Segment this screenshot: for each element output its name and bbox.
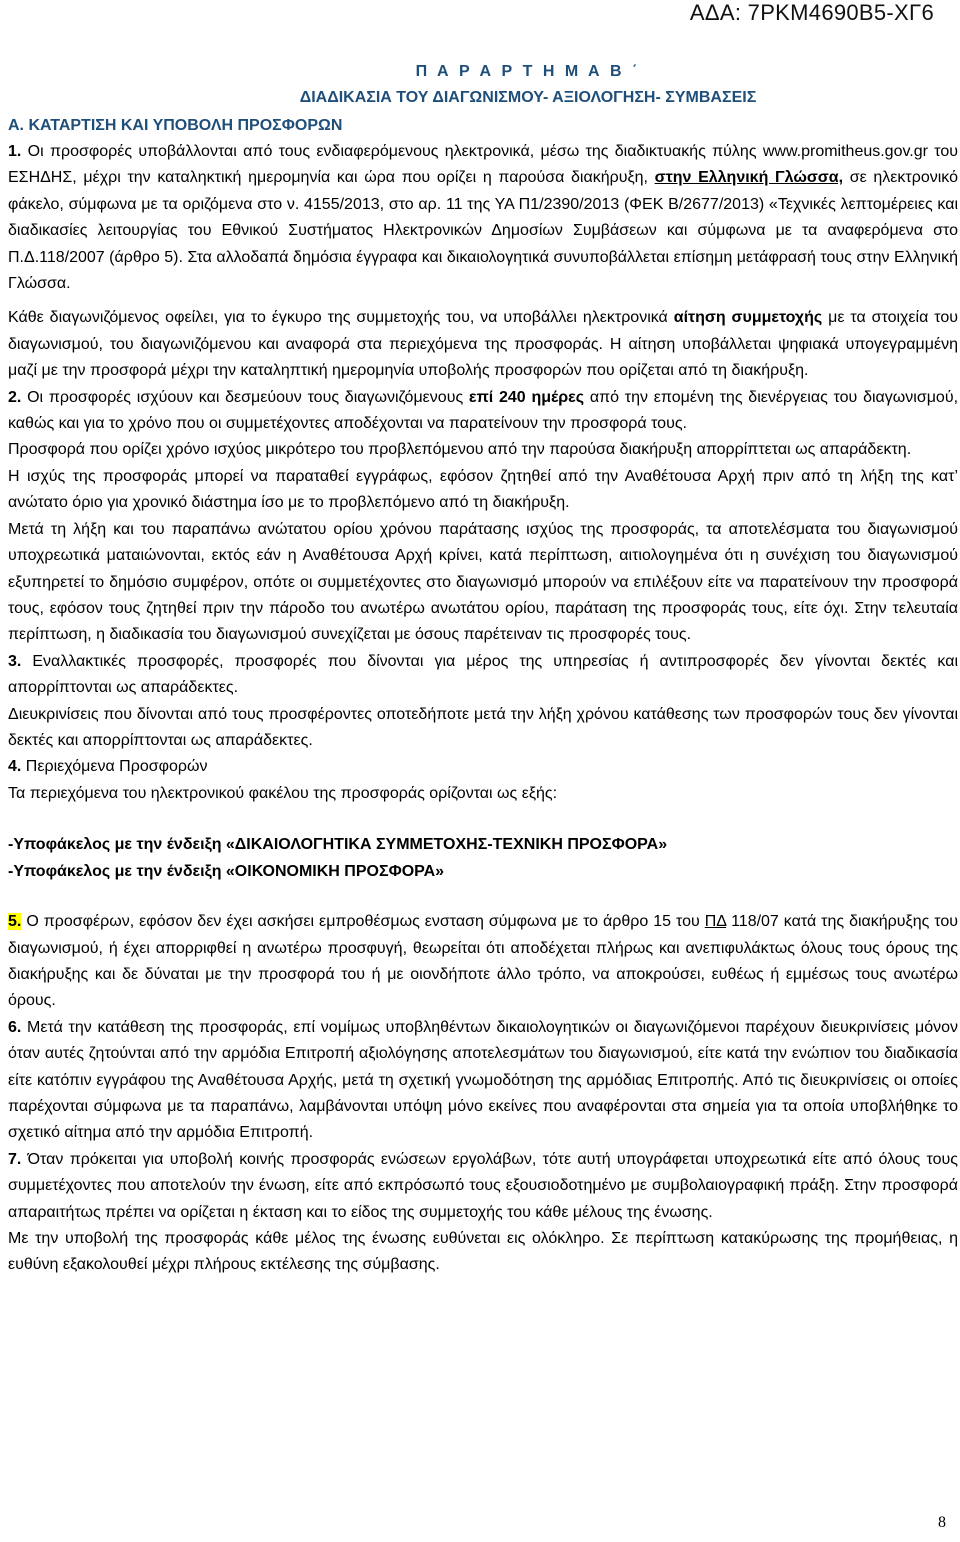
annex-title: Π Α Ρ Α Ρ Τ Η Μ Α Β ΄ bbox=[415, 63, 641, 80]
annex-subtitle: ΔΙΑΔΙΚΑΣΙΑ ΤΟΥ ΔΙΑΓΩΝΙΣΜΟΥ- ΑΞΙΟΛΟΓΗΣΗ- ΣΥΜΒΑΣΕΙΣ bbox=[299, 89, 757, 106]
item-number: 7. bbox=[8, 1150, 22, 1168]
section-a-heading: Α. ΚΑΤΑΡΤΙΣΗ ΚΑΙ ΥΠΟΒΟΛΗ ΠΡΟΣΦΟΡΩΝ bbox=[8, 117, 343, 134]
text: Εναλλακτικές προσφορές, προσφορές που δίνονται για μέρος της υπηρεσίας ή αντιπροσφορές δεν γίνονται δεκτές και απορρίπτονται ως απαράδεκτες. bbox=[8, 652, 958, 697]
paragraph-5 bbox=[8, 909, 958, 1015]
text: Μετά την κατάθεση της προσφοράς, επί νομίμως υποβληθέντων δικαιολογητικών οι διαγωνιζόμενοι παρέχουν διευκρινίσεις μόνον όταν αυτές ζητούνται από την αρμόδια Επιτροπή αξιολόγησης αποτελεσμάτων του διαγωνισμού, είτε κατά την ενώπιον του διαδικασία είτε κατόπιν εγγράφου της Αναθέτουσα Αρχής, μετά τη σχετική γνωμοδότηση της αρμόδιας Επιτροπής. Από τις διευκρινίσεις οι οποίες παρέχονται σύμφωνα με τα παραπάνω, λαμβάνονται υπόψη μόνο εκείνες που αναφέρονται στα σημεία για τα οποία υποβλήθηκε το σχετικό αίτημα από την αρμόδια Επιτροπή. bbox=[8, 1018, 958, 1142]
validity-period: επί 240 ημέρες bbox=[468, 388, 585, 406]
item-number: 6. bbox=[8, 1018, 22, 1036]
paragraph-3 bbox=[8, 649, 958, 702]
text: 118/07 κατά της διακήρυξης του διαγωνισμού, ή έχει απορριφθεί η ανωτέρω προσφυγή, θεωρείται ότι αποδέχεται πλήρως και ανεπιφυλάκτως όλους τους όρους της διακήρυξης και δε δύναται με την προσφορά του ή με οιονδήποτε άλλο τρόπο, να αποκρούσει, ευθέως ή εμμέσως τους ανωτέρω όρους. bbox=[8, 913, 959, 1010]
item-number: 3. bbox=[8, 652, 22, 670]
text: του ΕΣΗΔΗΣ, μέχρι την καταληκτική ημερομηνία και ώρα που ορίζει η παρούσα διακήρυξη, bbox=[8, 143, 959, 187]
text: Περιεχόμενα Προσφορών bbox=[21, 758, 208, 776]
subfolder-technical: -Υποφάκελος με την ένδειξη «ΔΙΚΑΙΟΛΟΓΗΤΙΚΑ ΣΥΜΜΕΤΟΧΗΣ-ΤΕΧΝΙΚΗ ΠΡΟΣΦΟΡΑ» bbox=[8, 836, 668, 854]
paragraph-6 bbox=[8, 1015, 958, 1147]
text: Κάθε διαγωνιζόμενος οφείλει, για το έγκυρο της συμμετοχής του, να υποβάλλει ηλεκτρονικά bbox=[8, 309, 674, 327]
spacer bbox=[8, 807, 958, 831]
paragraph-shorter-validity: Προσφορά που ορίζει χρόνο ισχύος μικρότερο του προβλεπόμενου από την παρούσα διακήρυξη απορρίπτεται ως απαράδεκτη. bbox=[8, 441, 912, 459]
text: Όταν πρόκειται για υποβολή κοινής προσφοράς ενώσεων εργολάβων, τότε αυτή υπογράφεται υποχρεωτικά είτε από όλους τους συμμετέχοντες που αποτελούν την ένωση, είτε από εκπρόσωπό τους εξουσιοδοτημένο με συμβολαιογραφική πράξη. Στην προσφορά απαραιτήτως πρέπει να ορίζεται η έκταση και το είδος της συμμετοχής του κάθε μέλους της ένωσης. bbox=[8, 1150, 958, 1221]
spacer bbox=[8, 885, 958, 909]
text: σε ηλεκτρονικό φάκελο, σύμφωνα με τα οριζόμενα στο ν. 4155/2013, στο αρ. 11 της ΥΑ Π1/2390/2013 (ΦΕΚ Β/2677/2013) «Τεχνικές λεπτομέρειες και διαδικασίες λειτουργίας του Εθνικού Συστήματος Ηλεκτρονικών Δημοσίων Συμβάσεων και σύμφωνα με τα αναφερόμενα στο Π.Δ.118/2007 (άρθρο 5). Στα αλλοδαπά δημόσια έγγραφα και δικαιολογητικά συνυποβάλλεται επίσημη μετάφρασή τους στην Ελληνική Γλώσσα. bbox=[8, 169, 958, 293]
text: Οι προσφορές ισχύουν και δεσμεύουν τους διαγωνιζόμενους bbox=[21, 388, 469, 406]
text: με τα στοιχεία του διαγωνισμού, του διαγωνιζόμενου και αναφορά στα περιεχόμενα της προσφοράς. Η αίτηση υποβάλλεται ψηφιακά υπογεγραμμένη μαζί με την προσφορά μέχρι την καταληπτική ημερομηνία υποβολής προσφορών που ορίζεται από τη διακήρυξη. bbox=[8, 309, 959, 380]
ada-header: ΑΔΑ: 7ΡΚΜ4690Β5-ΧΓ6 bbox=[689, 0, 934, 25]
pd-reference: ΠΔ bbox=[704, 913, 727, 931]
paragraph-1 bbox=[8, 139, 958, 297]
paragraph-contents: Τα περιεχόμενα του ηλεκτρονικού φακέλου της προσφοράς ορίζονται ως εξής: bbox=[8, 784, 558, 802]
paragraph-joint-liability: Με την υποβολή της προσφοράς κάθε μέλος της ένωσης ευθύνεται εις ολόκληρο. Σε περίπτωση κατακύρωσης της προμήθειας, η ευθύνη εξακολουθεί μέχρι πλήρους εκτέλεσης της σύμβασης. bbox=[8, 1230, 958, 1274]
portal-link[interactable]: www.promitheus.gov.gr bbox=[762, 143, 928, 160]
text: από την επομένη της διενέργειας του διαγωνισμού, καθώς και για το χρόνο που οι συμμετέχοντες αποδέχονται να παρατείνουν την προσφορά τους. bbox=[8, 388, 959, 433]
item-number: 4. bbox=[8, 758, 22, 776]
item-number-highlighted: 5. bbox=[8, 913, 22, 931]
paragraph-clarifications: Διευκρινίσεις που δίνονται από τους προσφέροντες οποτεδήποτε μετά την λήξη χρόνου κατάθεσης των προσφορών τους δεν γίνονται δεκτές και απορρίπτονται ως απαράδεκτες. bbox=[8, 705, 958, 749]
paragraph-2 bbox=[8, 385, 958, 438]
document-body bbox=[8, 59, 958, 1279]
text: Ο προσφέρων, εφόσον δεν έχει ασκήσει εμπροθέσμως ενσταση σύμφωνα με το άρθρο 15 του bbox=[21, 913, 705, 931]
paragraph-after-expiry: Μετά τη λήξη και του παραπάνω ανώτατου ορίου χρόνου παράτασης ισχύος της προσφοράς, τα αποτελέσματα του διαγωνισμού υποχρεωτικά ματαιώνονται, εκτός εάν η Αναθέτουσα Αρχή κρίνει, κατά περίπτωση, αιτιολογημένα ότι η συνέχιση του διαγωνισμού εξυπηρετεί το δημόσιο συμφέρον, οπότε οι συμμετέχοντες στο διαγωνισμό μπορούν να επιλέξουν είτε να παρατείνουν την προσφορά τους, εφόσον τους ζητηθεί πριν την πάροδο του ανωτέρω ανωτάτου ορίου, παράταση της προσφοράς τους, είτε όχι. Στην τελευταία περίπτωση, η διαδικασία του διαγωνισμού συνεχίζεται με όσους παρέτειναν τις προσφορές τους. bbox=[8, 520, 958, 644]
paragraph-extension: Η ισχύς της προσφοράς μπορεί να παραταθεί εγγράφως, εφόσον ζητηθεί από την Αναθέτουσα Αρχή πριν από τη λήξη της κατ’ ανώτατο όριο για χρονικό διάστημα ίσο με το προβλεπόμενο από τη διακήρυξη. bbox=[8, 467, 958, 512]
item-number: 2. bbox=[8, 388, 22, 406]
item-number: 1. bbox=[8, 143, 22, 160]
text: Οι προσφορές υποβάλλονται από τους ενδιαφερόμενους ηλεκτρονικά, μέσω της διαδικτυακής πύλης bbox=[21, 143, 763, 160]
subfolder-financial: -Υποφάκελος με την ένδειξη «ΟΙΚΟΝΟΜΙΚΗ ΠΡΟΣΦΟΡΑ» bbox=[8, 863, 445, 881]
page-number: 8 bbox=[938, 1514, 946, 1531]
paragraph-7 bbox=[8, 1147, 958, 1226]
paragraph-4 bbox=[8, 754, 958, 780]
paragraph-application bbox=[8, 305, 958, 384]
greek-language-emphasis: στην Ελληνική Γλώσσα, bbox=[654, 169, 844, 187]
participation-application: αίτηση συμμετοχής bbox=[673, 309, 823, 327]
